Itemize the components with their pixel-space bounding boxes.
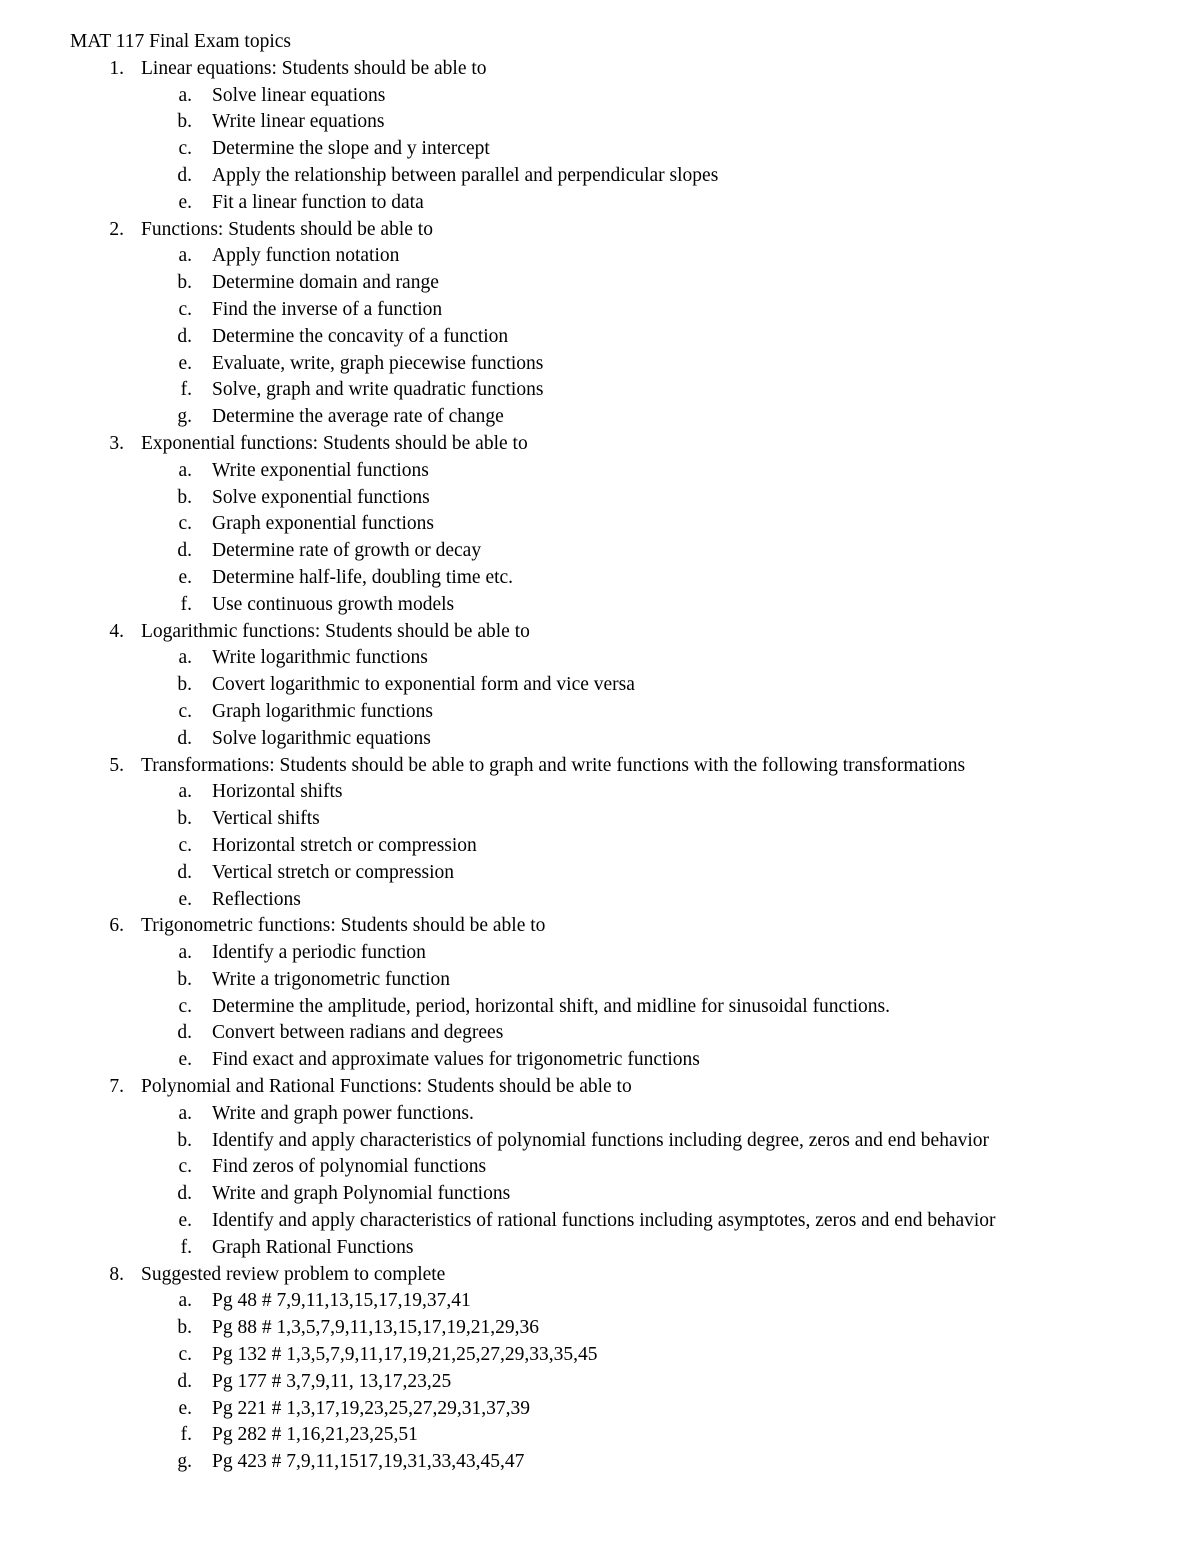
list-item-letter: e. [178,352,192,374]
list-item [0,1235,1200,1262]
list-item [0,163,1200,190]
list-item-letter: f. [180,1424,192,1446]
list-item [0,136,1200,163]
list-item [0,1396,1200,1423]
list-item-letter: b. [177,968,192,990]
list-item-letter: d. [177,540,192,562]
list-item-text: Reflections [212,888,301,910]
topic-heading-text: Polynomial and Rational Functions: Students should be able to [141,1076,632,1098]
list-item-text: Solve linear equations [212,84,386,106]
list-item-letter: d. [177,727,192,749]
list-item [0,1101,1200,1128]
list-item [0,297,1200,324]
list-item-text: Pg 221 # 1,3,17,19,23,25,27,29,31,37,39 [212,1397,530,1419]
list-item-letter: b. [177,1129,192,1151]
list-item-text: Write and graph power functions. [212,1102,474,1124]
list-item [0,860,1200,887]
list-item [0,699,1200,726]
topic-heading-text: Logarithmic functions: Students should be able to [141,620,530,642]
topic-heading-text: Exponential functions: Students should be able to [141,432,528,454]
list-item-letter: c. [178,834,192,856]
list-item [0,1369,1200,1396]
topic-heading [0,753,1200,780]
list-item-text: Identify a periodic function [212,942,426,964]
list-item-text: Determine the slope and y intercept [212,138,490,160]
list-item-letter: c. [178,298,192,320]
list-item-letter: c. [178,1344,192,1366]
list-item [0,1047,1200,1074]
list-item-letter: b. [177,272,192,294]
list-item [0,1449,1200,1476]
list-item-text: Pg 282 # 1,16,21,23,25,51 [212,1424,418,1446]
list-item [0,887,1200,914]
list-item-letter: e. [178,1210,192,1232]
list-item-letter: f. [180,593,192,615]
list-item [0,458,1200,485]
list-item-letter: b. [177,111,192,133]
topic-number: 8. [109,1263,124,1285]
list-item-letter: b. [177,486,192,508]
list-item [0,1154,1200,1181]
list-item [0,109,1200,136]
list-item [0,1342,1200,1369]
list-item-letter: f. [180,379,192,401]
list-item-letter: d. [177,164,192,186]
topic-number: 1. [109,57,124,79]
list-item-letter: b. [177,674,192,696]
topic-list [0,56,1200,1476]
list-item-letter: c. [178,513,192,535]
list-item-text: Use continuous growth models [212,593,455,615]
topic-number: 2. [109,218,124,240]
list-item-text: Graph Rational Functions [212,1236,414,1258]
list-item-letter: a. [178,781,192,803]
list-item-text: Write logarithmic functions [212,647,428,669]
topic-number: 7. [109,1076,124,1098]
list-item [0,270,1200,297]
list-item [0,994,1200,1021]
list-item-letter: a. [178,84,192,106]
list-item [0,779,1200,806]
list-item-letter: e. [178,1049,192,1071]
list-item-text: Write a trigonometric function [212,968,451,990]
topic-heading [0,1262,1200,1289]
topic-heading-text: Functions: Students should be able to [141,218,433,240]
list-item-letter: g. [177,1451,192,1473]
topic-heading [0,619,1200,646]
topic-heading-text: Transformations: Students should be able to graph and write functions with the following transformations [141,754,966,776]
list-item-text: Pg 132 # 1,3,5,7,9,11,17,19,21,25,27,29,33,35,45 [212,1344,598,1366]
list-item-text: Solve exponential functions [212,486,430,508]
list-item-letter: e. [178,888,192,910]
list-item-letter: c. [178,700,192,722]
list-item [0,485,1200,512]
list-item-letter: a. [178,942,192,964]
list-item-letter: c. [178,138,192,160]
list-item [0,404,1200,431]
list-item-letter: d. [177,1183,192,1205]
list-item-text: Pg 48 # 7,9,11,13,15,17,19,37,41 [212,1290,471,1312]
list-item [0,1181,1200,1208]
list-item [0,1208,1200,1235]
list-item-letter: a. [178,245,192,267]
list-item [0,1315,1200,1342]
list-item [0,565,1200,592]
list-item-text: Determine the amplitude, period, horizontal shift, and midline for sinusoidal functions. [212,995,891,1017]
list-item [0,324,1200,351]
list-item [0,511,1200,538]
list-item [0,726,1200,753]
list-item-text: Vertical shifts [212,808,320,830]
list-item-text: Write exponential functions [212,459,429,481]
list-item-letter: e. [178,566,192,588]
topic-number: 6. [109,915,124,937]
list-item-letter: b. [177,808,192,830]
list-item-letter: f. [180,1236,192,1258]
list-item-text: Pg 177 # 3,7,9,11, 13,17,23,25 [212,1370,452,1392]
list-item-letter: b. [177,1317,192,1339]
list-item-letter: c. [178,995,192,1017]
list-item-text: Determine domain and range [212,272,439,294]
list-item-text: Apply the relationship between parallel and perpendicular slopes [212,164,719,186]
topic-heading-text: Trigonometric functions: Students should be able to [141,915,546,937]
list-item [0,833,1200,860]
list-item-text: Identify and apply characteristics of polynomial functions including degree, zeros and end behavior [212,1129,990,1151]
list-item [0,940,1200,967]
list-item-text: Determine half-life, doubling time etc. [212,566,514,588]
list-item [0,806,1200,833]
list-item-text: Identify and apply characteristics of rational functions including asymptotes, zeros and end behavior [212,1210,996,1232]
list-item-letter: g. [177,406,192,428]
list-item-text: Graph exponential functions [212,513,435,535]
topic-heading-text: Suggested review problem to complete [141,1263,446,1285]
list-item [0,1020,1200,1047]
list-item-text: Write and graph Polynomial functions [212,1183,511,1205]
topic-heading [0,913,1200,940]
list-item-text: Find exact and approximate values for trigonometric functions [212,1049,700,1071]
list-item [0,592,1200,619]
topic-heading [0,1074,1200,1101]
topic-number: 3. [109,432,124,454]
list-item-text: Horizontal stretch or compression [212,834,477,856]
list-item-text: Solve, graph and write quadratic functions [212,379,544,401]
list-item-text: Solve logarithmic equations [212,727,431,749]
list-item [0,645,1200,672]
list-item [0,538,1200,565]
list-item [0,243,1200,270]
list-item-text: Determine the concavity of a function [212,325,509,347]
topic-heading-text: Linear equations: Students should be able to [141,57,487,79]
list-item [0,377,1200,404]
list-item-text: Determine the average rate of change [212,406,504,428]
topic-number: 5. [109,754,124,776]
list-item [0,967,1200,994]
topic-heading [0,56,1200,83]
list-item-letter: a. [178,1102,192,1124]
list-item [0,1288,1200,1315]
list-item-letter: e. [178,191,192,213]
list-item-letter: d. [177,1370,192,1392]
list-item-text: Graph logarithmic functions [212,700,433,722]
list-item-text: Horizontal shifts [212,781,343,803]
list-item [0,1128,1200,1155]
list-item-letter: d. [177,1022,192,1044]
list-item-text: Fit a linear function to data [212,191,424,213]
topic-heading [0,431,1200,458]
list-item-text: Pg 88 # 1,3,5,7,9,11,13,15,17,19,21,29,36 [212,1317,539,1339]
list-item-letter: a. [178,459,192,481]
list-item [0,190,1200,217]
list-item-letter: c. [178,1156,192,1178]
topic-number: 4. [109,620,124,642]
list-item [0,672,1200,699]
list-item [0,351,1200,378]
list-item-letter: a. [178,647,192,669]
list-item-letter: d. [177,325,192,347]
page-title: MAT 117 Final Exam topics [70,31,291,52]
list-item-text: Vertical stretch or compression [212,861,455,883]
list-item-text: Find the inverse of a function [212,298,443,320]
list-item-letter: d. [177,861,192,883]
list-item-text: Evaluate, write, graph piecewise functions [212,352,544,374]
list-item-letter: a. [178,1290,192,1312]
list-item [0,1422,1200,1449]
list-item [0,83,1200,110]
list-item-text: Write linear equations [212,111,385,133]
list-item-text: Covert logarithmic to exponential form and vice versa [212,674,635,696]
topic-heading [0,217,1200,244]
list-item-letter: e. [178,1397,192,1419]
list-item-text: Find zeros of polynomial functions [212,1156,487,1178]
list-item-text: Convert between radians and degrees [212,1022,504,1044]
list-item-text: Determine rate of growth or decay [212,540,482,562]
list-item-text: Apply function notation [212,245,400,267]
list-item-text: Pg 423 # 7,9,11,1517,19,31,33,43,45,47 [212,1451,525,1473]
